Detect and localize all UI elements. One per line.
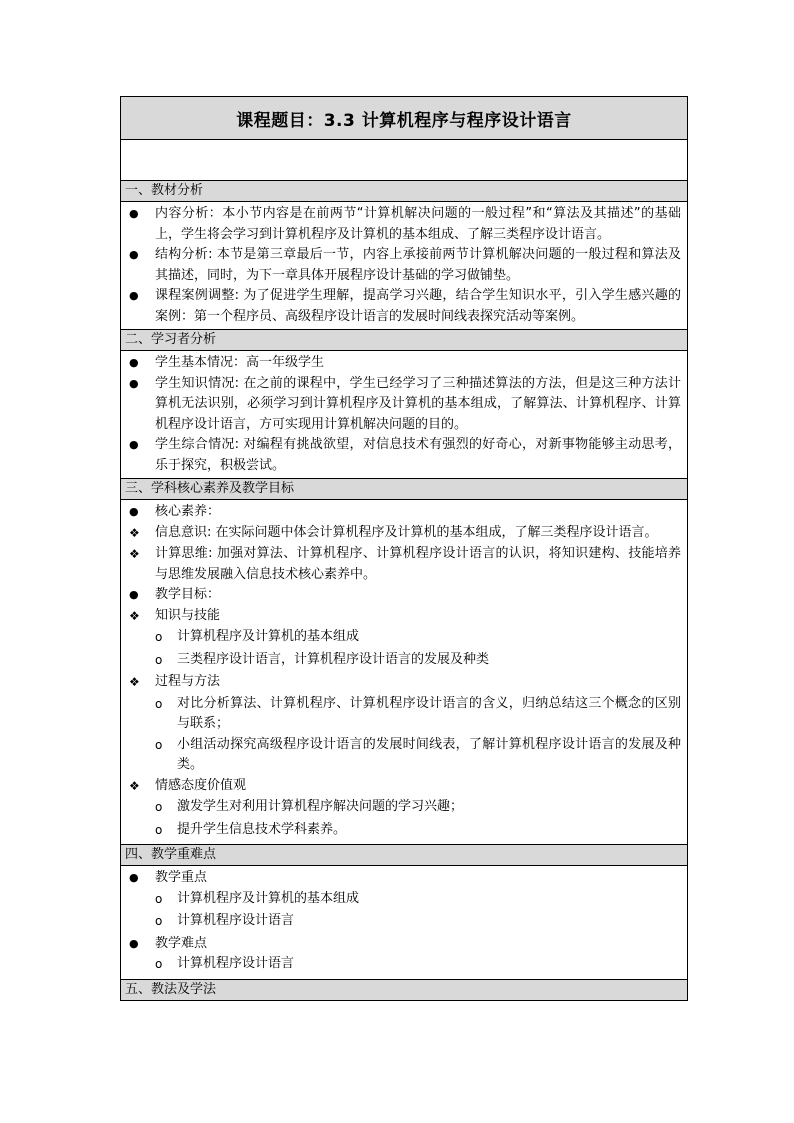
list-item: o 计算机程序及计算机的基本组成: [125, 627, 681, 650]
diamond-bullet-icon: [125, 544, 155, 585]
diamond-bullet-icon: [125, 776, 155, 798]
diamond-bullet-icon: [125, 606, 155, 628]
bullet-icon: [125, 286, 155, 327]
bullet-icon: [125, 435, 155, 476]
list-item: o 计算机程序设计语言: [125, 954, 681, 977]
circle-bullet-icon: [155, 735, 177, 776]
circle-bullet-icon: [155, 694, 177, 735]
bullet-icon: [125, 868, 155, 889]
list-item: o 小组活动探究高级程序设计语言的发展时间线表，了解计算机程序设计语言的发展及种类。: [125, 735, 681, 776]
section-body-core-literacy: [121, 500, 687, 845]
list-item: ❖ 情感态度价值观: [125, 776, 681, 798]
list-item: ● 内容分析：本小节内容是在前两节“计算机解决问题的一般过程”和“算法及其描述”的基础上，学生将会学习到计算机程序及计算机的基本组成、了解三类程序设计语言。: [125, 204, 681, 245]
list-item: ● 学生综合情况: 对编程有挑战欲望，对信息技术有强烈的好奇心，对新事物能够主动思考，乐于探究，积极尝试。: [125, 435, 681, 476]
bullet-icon: [125, 502, 155, 523]
list-item: ● 教学难点: [125, 934, 681, 955]
list-item: ● 核心素养：: [125, 502, 681, 523]
list-item: ● 学生基本情况：高一年级学生: [125, 353, 681, 374]
bullet-icon: [125, 585, 155, 606]
course-title: 课程题目：3.3 计算机程序与程序设计语言: [121, 97, 687, 140]
list-item: o 计算机程序及计算机的基本组成: [125, 889, 681, 912]
section-heading-key-difficult-points: 四、教学重难点: [121, 845, 687, 866]
circle-bullet-icon: [155, 954, 177, 977]
circle-bullet-icon: [155, 911, 177, 934]
section-heading-learner-analysis: 二、学习者分析: [121, 330, 687, 351]
list-item: ● 教学重点: [125, 868, 681, 889]
circle-bullet-icon: [155, 650, 177, 673]
circle-bullet-icon: [155, 627, 177, 650]
circle-bullet-icon: [155, 889, 177, 912]
section-body-learner-analysis: [121, 351, 687, 479]
circle-bullet-icon: [155, 820, 177, 843]
list-item: ● 学生知识情况: 在之前的课程中，学生已经学习了三种描述算法的方法，但是这三种方法计算机无法识别，必须学习到计算机程序及计算机的基本组成，了解算法、计算机程序、计算机程序设计语言，方可实现用计算机解决问题的目的。: [125, 374, 681, 436]
section-heading-core-literacy: 三、学科核心素养及教学目标: [121, 479, 687, 500]
diamond-bullet-icon: [125, 672, 155, 694]
bullet-icon: [125, 353, 155, 374]
list-item: ❖ 信息意识: 在实际问题中体会计算机程序及计算机的基本组成，了解三类程序设计语言。: [125, 523, 681, 545]
bullet-icon: [125, 934, 155, 955]
blank-row: [121, 140, 687, 181]
section-body-key-difficult-points: [121, 866, 687, 980]
lesson-plan-table: [120, 96, 688, 1001]
list-item: ❖ 计算思维: 加强对算法、计算机程序、计算机程序设计语言的认识，将知识建构、技能培养与思维发展融入信息技术核心素养中。: [125, 544, 681, 585]
list-item: ● 结构分析: 本节是第三章最后一节，内容上承接前两节计算机解决问题的一般过程和算法及其描述，同时，为下一章具体开展程序设计基础的学习做铺垫。: [125, 245, 681, 286]
bullet-icon: [125, 245, 155, 286]
list-item: o 激发学生对利用计算机程序解决问题的学习兴趣；: [125, 797, 681, 820]
list-item: ● 课程案例调整: 为了促进学生理解，提高学习兴趣，结合学生知识水平，引入学生感兴趣的案例：第一个程序员、高级程序设计语言的发展时间线表探究活动等案例。: [125, 286, 681, 327]
diamond-bullet-icon: [125, 523, 155, 545]
list-item: o 对比分析算法、计算机程序、计算机程序设计语言的含义，归纳总结这三个概念的区别与联系；: [125, 694, 681, 735]
bullet-icon: [125, 204, 155, 245]
list-item: o 三类程序设计语言，计算机程序设计语言的发展及种类: [125, 650, 681, 673]
section-heading-teaching-methods: 五、教法及学法: [121, 980, 687, 1000]
section-body-textbook-analysis: [121, 202, 687, 330]
circle-bullet-icon: [155, 797, 177, 820]
bullet-icon: [125, 374, 155, 436]
list-item: o 提升学生信息技术学科素养。: [125, 820, 681, 843]
list-item: ❖ 知识与技能: [125, 606, 681, 628]
list-item: ❖ 过程与方法: [125, 672, 681, 694]
list-item: o 计算机程序设计语言: [125, 911, 681, 934]
section-heading-textbook-analysis: 一、教材分析: [121, 181, 687, 202]
list-item: ● 教学目标：: [125, 585, 681, 606]
